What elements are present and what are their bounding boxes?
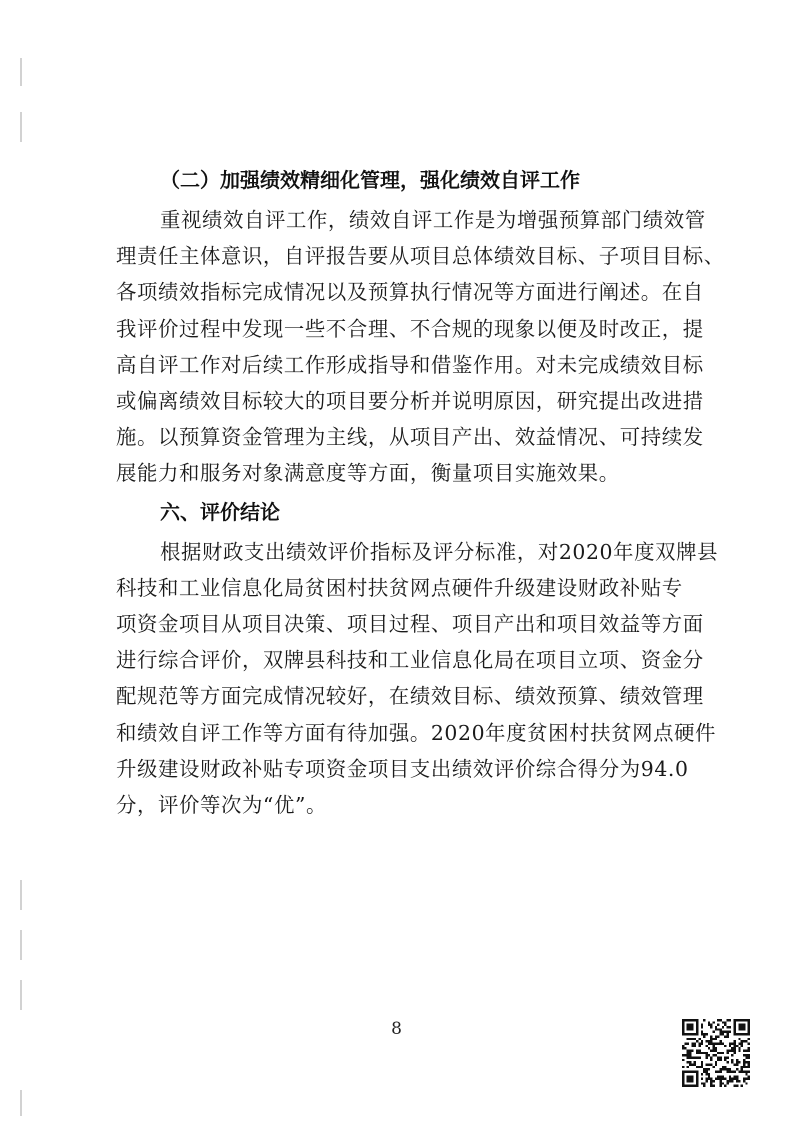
binding-mark [20, 930, 22, 960]
paragraph-self-evaluation [116, 202, 725, 492]
binding-mark [20, 112, 22, 142]
paragraph-line: 理责任主体意识，自评报告要从项目总体绩效目标、子项目目标、 [116, 244, 725, 269]
binding-mark [20, 1090, 22, 1116]
paragraph-line: 高自评工作对后续工作形成指导和借鉴作用。对未完成绩效目标 [116, 352, 704, 377]
paragraph-conclusion [116, 534, 719, 824]
paragraph-line: 我评价过程中发现一些不合理、不合规的现象以便及时改正，提 [116, 316, 704, 341]
document-body [116, 162, 725, 823]
paragraph-line: 分，评价等次为“优”。 [116, 793, 327, 818]
paragraph-line: 进行综合评价，双牌县科技和工业信息化局在项目立项、资金分 [116, 648, 704, 673]
section-title: 六、评价结论 [160, 499, 280, 524]
paragraph-line: 项资金项目从项目决策、项目过程、项目产出和项目效益等方面 [116, 612, 704, 637]
binding-mark [20, 980, 22, 1010]
paragraph-line: 展能力和服务对象满意度等方面，衡量项目实施效果。 [116, 461, 620, 486]
page-number: 8 [391, 1019, 402, 1039]
paragraph-line: 科技和工业信息化局贫困村扶贫网点硬件升级建设财政补贴专 [116, 575, 683, 600]
paragraph-line: 根据财政支出绩效评价指标及评分标准，对2020年度双牌县 [160, 539, 719, 564]
subsection-title: （二）加强绩效精细化管理，强化绩效自评工作 [160, 168, 580, 192]
paragraph-line: 重视绩效自评工作，绩效自评工作是为增强预算部门绩效管 [160, 208, 706, 232]
paragraph-line: 或偏离绩效目标较大的项目要分析并说明原因，研究提出改进措 [116, 389, 704, 414]
paragraph-line: 和绩效自评工作等方面有待加强。2020年度贫困村扶贫网点硬件 [116, 720, 717, 745]
paragraph-line: 升级建设财政补贴专项资金项目支出绩效评价综合得分为94.0 [116, 756, 689, 781]
qr-code-icon [682, 1019, 750, 1087]
binding-mark [20, 58, 22, 86]
paragraph-line: 施。以预算资金管理为主线，从项目产出、效益情况、可持续发 [116, 425, 704, 450]
paragraph-line: 配规范等方面完成情况较好，在绩效目标、绩效预算、绩效管理 [116, 684, 704, 709]
paragraph-line: 各项绩效指标完成情况以及预算执行情况等方面进行阐述。在自 [116, 280, 704, 305]
binding-mark [20, 880, 22, 910]
